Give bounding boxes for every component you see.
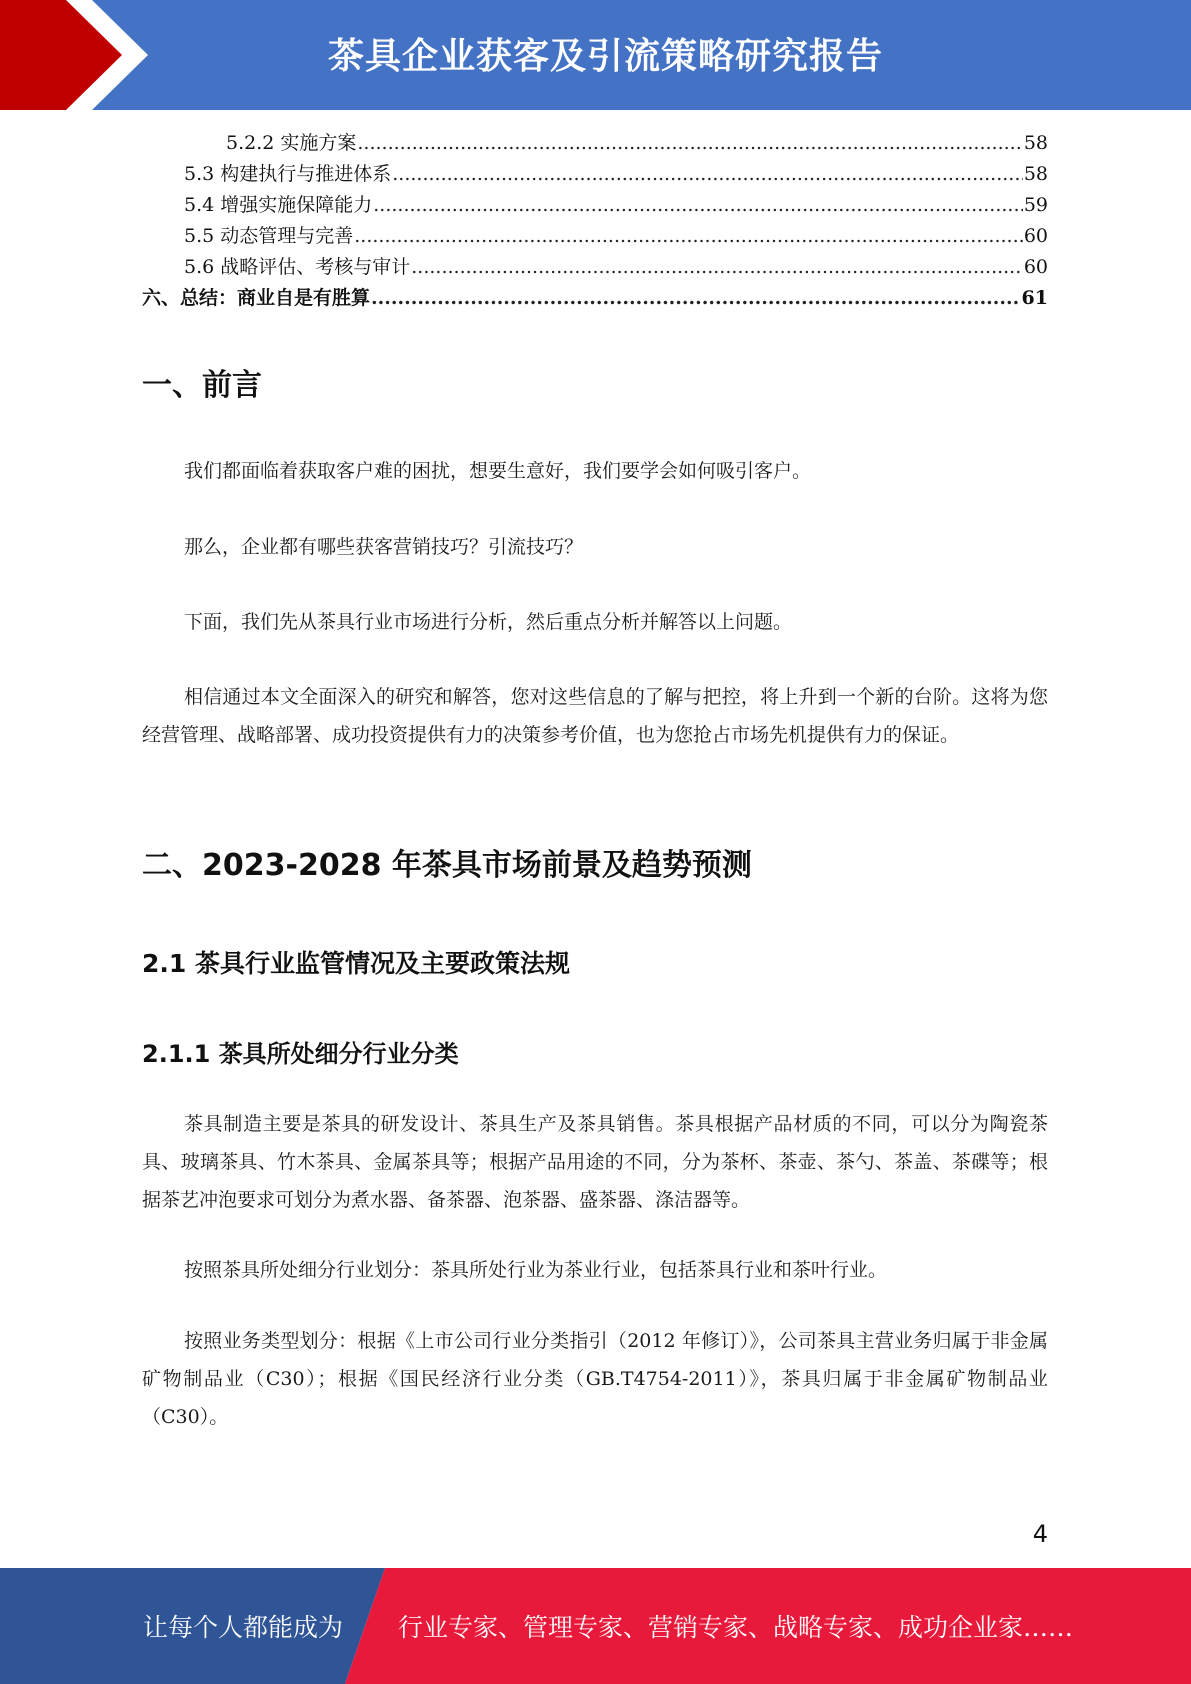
- toc-entry-label: 5.2.2 实施方案: [226, 132, 357, 154]
- toc-entry-page: 60: [1023, 225, 1048, 247]
- toc-entry-page: 59: [1023, 194, 1048, 216]
- body-paragraph: 按照业务类型划分：根据《上市公司行业分类指引（2012 年修订）》，公司茶具主营业务归属于非金属矿物制品业（C30）；根据《国民经济行业分类（GB.T4754-2011）》，茶具归属于非金属矿物制品业（C30）。: [142, 1330, 1048, 1428]
- section-heading-preface: 一、前言: [142, 368, 262, 403]
- subsection-heading: 2.1 茶具行业监管情况及主要政策法规: [142, 949, 570, 978]
- toc-entry[interactable]: [142, 190, 1048, 221]
- toc-entry-page: 61: [1021, 287, 1048, 309]
- report-title: 茶具企业获客及引流策略研究报告: [327, 36, 883, 77]
- toc-entry-page: 58: [1023, 163, 1048, 185]
- body-paragraph: 相信通过本文全面深入的研究和解答，您对这些信息的了解与把控，将上升到一个新的台阶。这将为您经营管理、战略部署、成功投资提供有力的决策参考价值，也为您抢占市场先机提供有力的保证。: [142, 686, 1048, 746]
- header-banner: [0, 0, 1191, 110]
- toc-entry-label: 六、总结：商业自是有胜算: [142, 287, 371, 309]
- toc-entry[interactable]: [142, 159, 1048, 190]
- subsubsection-heading: 2.1.1 茶具所处细分行业分类: [142, 1040, 459, 1068]
- toc-entry[interactable]: [142, 283, 1048, 314]
- toc-entry-label: 5.3 构建执行与推进体系: [184, 163, 392, 185]
- toc-entry-label: 5.4 增强实施保障能力: [184, 194, 373, 216]
- footer-slogan-left: 让每个人都能成为: [143, 1613, 344, 1642]
- toc-leader-dots: [392, 159, 1023, 190]
- toc-leader-dots: [411, 252, 1023, 283]
- footer-banner: [0, 1568, 1191, 1684]
- toc-entry[interactable]: [142, 252, 1048, 283]
- body-paragraph: 茶具制造主要是茶具的研发设计、茶具生产及茶具销售。茶具根据产品材质的不同，可以分为陶瓷茶具、玻璃茶具、竹木茶具、金属茶具等；根据产品用途的不同，分为茶杯、茶壶、茶勺、茶盖、茶碟等；根据茶艺冲泡要求可划分为煮水器、备茶器、泡茶器、盛茶器、涤洁器等。: [142, 1113, 1048, 1211]
- toc-entry[interactable]: [142, 128, 1048, 159]
- page-number: 4: [1032, 1520, 1048, 1548]
- body-paragraph: 那么，企业都有哪些获客营销技巧？引流技巧？: [184, 536, 584, 558]
- toc-leader-dots: [354, 221, 1023, 252]
- toc-entry-page: 58: [1023, 132, 1048, 154]
- toc-entry-label: 5.6 战略评估、考核与审计: [184, 256, 411, 278]
- body-paragraph: 按照茶具所处细分行业划分：茶具所处行业为茶业行业，包括茶具行业和茶叶行业。: [184, 1259, 888, 1281]
- table-of-contents: [142, 128, 1048, 314]
- toc-entry-page: 60: [1023, 256, 1048, 278]
- footer-slogan-right: 行业专家、管理专家、营销专家、战略专家、成功企业家……: [398, 1613, 1074, 1642]
- toc-entry-label: 5.5 动态管理与完善: [184, 225, 354, 247]
- toc-leader-dots: [371, 283, 1021, 314]
- body-paragraph: 我们都面临着获取客户难的困扰，想要生意好，我们要学会如何吸引客户。: [184, 460, 812, 482]
- toc-leader-dots: [357, 128, 1022, 159]
- section-heading-market-outlook: 二、2023-2028 年茶具市场前景及趋势预测: [142, 848, 752, 883]
- body-paragraph: 下面，我们先从茶具行业市场进行分析，然后重点分析并解答以上问题。: [184, 611, 793, 633]
- toc-leader-dots: [373, 190, 1023, 221]
- toc-entry[interactable]: [142, 221, 1048, 252]
